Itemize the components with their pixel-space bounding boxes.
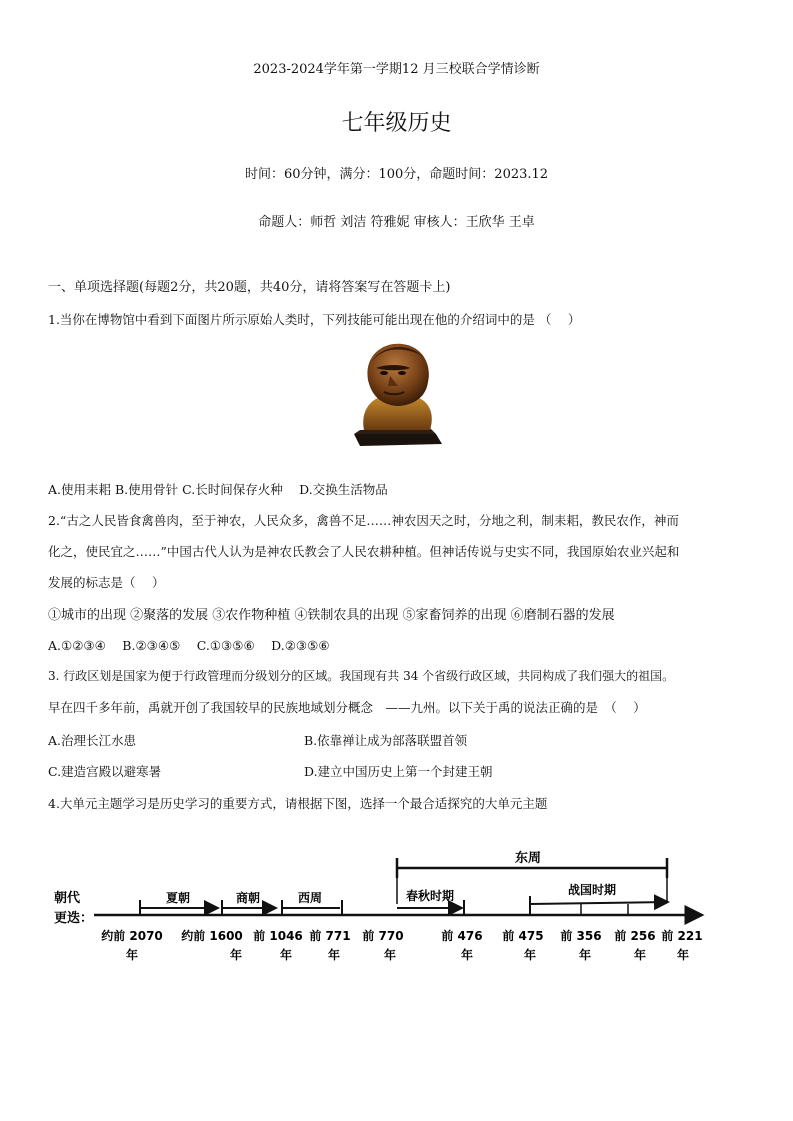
question-3-option-a: A.治理长江水患 [48, 733, 137, 748]
peking-man-bust-image [346, 338, 446, 450]
date-label: 约前 1600 [181, 929, 243, 943]
question-3-line-1: 3. 行政区划是国家为便于行政管理而分级划分的区域。我国现有共 34 个省级行政区域，共同构成了我们强大的祖国。 [48, 669, 675, 683]
question-3-line-2: 早在四千多年前，禹就开创了我国较早的民族地域划分概念 ——九州。以下关于禹的说法正确的是 （ ） [48, 700, 646, 715]
period-xia [140, 890, 218, 915]
exam-title: 2023-2024学年第一学期12 月三校联合学情诊断 [253, 62, 540, 77]
date-label-unit: 年 [229, 948, 243, 962]
svg-text:战国时期: 战国时期 [567, 883, 617, 897]
question-4-stem: 4.大单元主题学习是历史学习的重要方式，请根据下图，选择一个最合适探究的大单元主题 [48, 796, 548, 811]
date-label-unit: 年 [578, 948, 592, 962]
author-info: 命题人：师哲 刘洁 符雅妮 审核人：王欣华 王卓 [258, 215, 535, 230]
timeline-label-dynasty: 朝代 [54, 891, 81, 906]
period-shang [222, 890, 276, 915]
timeline-label-change: 更迭： [54, 911, 94, 926]
date-label: 前 221 [661, 929, 703, 943]
date-label: 前 770 [362, 929, 404, 943]
date-label: 约前 2070 [101, 929, 163, 943]
question-1-stem: 1.当你在博物馆中看到下面图片所示原始人类时，下列技能可能出现在他的介绍词中的是 （ ） [48, 312, 581, 327]
question-3-option-d: D.建立中国历史上第一个封建王朝 [304, 764, 493, 779]
question-1-options: A.使用耒耜 B.使用骨针 C.长时间保存火种 D.交换生活物品 [48, 482, 388, 497]
date-label: 前 475 [502, 929, 544, 943]
period-warring-states [530, 882, 668, 915]
svg-text:商朝: 商朝 [235, 891, 261, 905]
date-label-unit: 年 [523, 948, 537, 962]
date-label-unit: 年 [676, 948, 690, 962]
question-3-option-c: C.建造宫殿以避寒暑 [48, 764, 162, 779]
question-2-options: A.①②③④ B.②③④⑤ C.①③⑤⑥ D.②③⑤⑥ [48, 638, 330, 653]
section-title: 一、单项选择题(每题2分，共20题，共40分，请将答案写在答题卡上) [48, 280, 451, 295]
time-info: 时间：60分钟，满分：100分，命题时间：2023.12 [244, 167, 549, 182]
question-2-line-1: 2.“古之人民皆食禽兽肉，至于神农，人民众多，禽兽不足……神农因天之时，分地之利，制耒耜，教民农作，神而 [48, 513, 679, 528]
svg-text:西周: 西周 [297, 891, 323, 905]
date-label-unit: 年 [125, 948, 139, 962]
svg-text:春秋时期: 春秋时期 [405, 889, 455, 903]
date-label: 前 1046 [253, 929, 303, 943]
date-label: 前 356 [560, 929, 602, 943]
subject-title: 七年级历史 [341, 111, 452, 136]
date-label-unit: 年 [633, 948, 647, 962]
date-label: 前 256 [614, 929, 656, 943]
question-2-line-2: 化之，使民宜之……”中国古代人认为是神农氏教会了人民农耕种植。但神话传说与史实不同，我国原始农业兴起和 [48, 544, 680, 559]
date-label-unit: 年 [460, 948, 474, 962]
question-3-option-b: B.依靠禅让成为部落联盟首领 [304, 733, 468, 748]
period-west-zhou [282, 890, 342, 915]
question-2-line-3: 发展的标志是（ ） [48, 575, 165, 590]
date-label: 前 771 [309, 929, 351, 943]
date-label-unit: 年 [383, 948, 397, 962]
date-label: 前 476 [441, 929, 483, 943]
date-label-unit: 年 [279, 948, 293, 962]
east-zhou-label: 东周 [514, 851, 542, 866]
svg-text:夏朝: 夏朝 [165, 891, 191, 905]
period-spring-autumn [397, 888, 464, 915]
question-2-items: ①城市的出现 ②聚落的发展 ③农作物种植 ④铁制农具的出现 ⑤家畜饲养的出现 ⑥磨制石器的发展 [48, 608, 615, 623]
dynasty-timeline [40, 842, 720, 974]
date-label-unit: 年 [327, 948, 341, 962]
